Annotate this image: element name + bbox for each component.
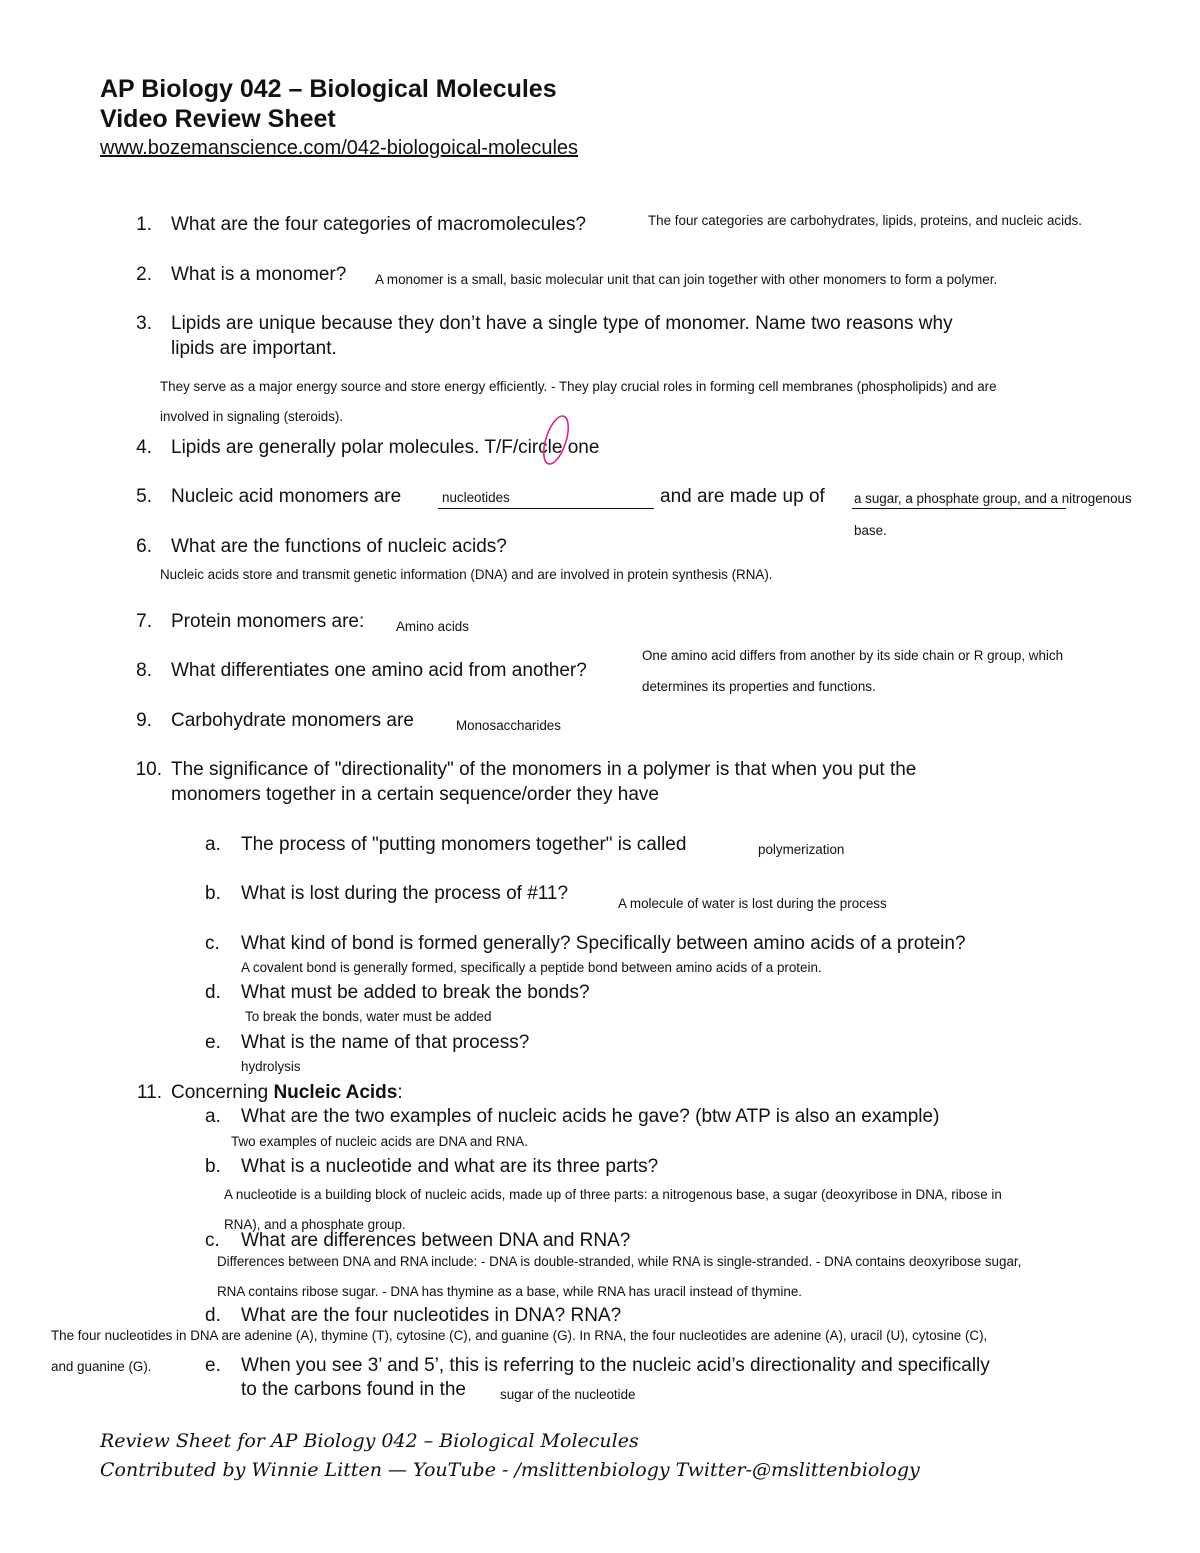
question-text: lipids are important. [171, 338, 337, 359]
question-text: What are the four nucleotides in DNA? RNA? [241, 1305, 622, 1326]
answer-text: hydrolysis [241, 1059, 301, 1074]
question-text: and are made up of [660, 486, 825, 507]
answer-text: The four nucleotides in DNA are adenine (A), thymine (T), cytosine (C), and guanine (G). In RNA, the four nucleotides are adenine (A), uracil (U), cytosine (C), [51, 1328, 988, 1343]
answer-text: Differences between DNA and RNA include: - DNA is double-stranded, while RNA is single-stranded. - DNA contains deoxyribose sugar, [217, 1254, 1022, 1269]
sub-letter: a. [205, 1106, 221, 1127]
question-text: monomers together in a certain sequence/order they have [171, 784, 659, 805]
question-text-part: : [397, 1082, 403, 1103]
answer-text: A covalent bond is generally formed, specifically a peptide bond between amino acids of a protein. [241, 960, 822, 975]
answer-text: A monomer is a small, basic molecular unit that can join together with other monomers to form a polymer. [375, 272, 998, 287]
question-number: 8. [136, 660, 152, 681]
sub-letter: e. [205, 1355, 221, 1376]
source-link[interactable]: www.bozemanscience.com/042-biologoical-molecules [100, 137, 579, 159]
question-text: What is the name of that process? [241, 1032, 530, 1053]
question-text: What is lost during the process of #11? [241, 883, 569, 904]
question-text: Lipids are unique because they don’t have a single type of monomer. Name two reasons why [171, 313, 953, 334]
question-text-bold: Nucleic Acids [273, 1082, 398, 1103]
sub-letter: c. [205, 933, 220, 954]
question-text: What is a nucleotide and what are its three parts? [241, 1156, 659, 1177]
question-number: 2. [136, 264, 152, 285]
footer-line-1: Review Sheet for AP Biology 042 – Biological Molecules [100, 1430, 639, 1452]
question-text: to the carbons found in the [241, 1379, 466, 1400]
answer-text: A nucleotide is a building block of nucleic acids, made up of three parts: a nitrogenous base, a sugar (deoxyribose in DNA, ribose in [224, 1187, 1002, 1202]
question-text: What differentiates one amino acid from another? [171, 660, 587, 681]
sub-letter: b. [205, 883, 221, 904]
question-number: 11. [136, 1082, 162, 1103]
question-number: 6. [136, 536, 152, 557]
answer-text: Amino acids [396, 619, 469, 634]
true-false-choice: F [501, 437, 513, 458]
answer-text: RNA contains ribose sugar. - DNA has thymine as a base, while RNA has uracil instead of thymine. [217, 1284, 803, 1299]
sub-letter: d. [205, 1305, 221, 1326]
footer-line-2: Contributed by Winnie Litten — YouTube - /mslittenbiology Twitter-@mslittenbiology [100, 1459, 920, 1481]
question-text-part: Concerning [171, 1082, 269, 1103]
answer-text: Nucleic acids store and transmit genetic information (DNA) and are involved in protein synthesis (RNA). [160, 567, 773, 582]
sub-letter: d. [205, 982, 221, 1003]
question-text: What are the four categories of macromolecules? [171, 214, 587, 235]
question-text-part: Lipids are generally polar molecules. T/ [171, 437, 502, 458]
answer-text: They serve as a major energy source and store energy efficiently. - They play crucial roles in forming cell membranes (phospholipids) and are [160, 379, 997, 394]
question-number: 3. [136, 313, 152, 334]
question-text: The process of "putting monomers together" is called [241, 834, 687, 855]
circle-mark-icon [536, 410, 576, 470]
sub-letter: e. [205, 1032, 221, 1053]
answer-text: The four categories are carbohydrates, lipids, proteins, and nucleic acids. [648, 213, 1082, 228]
answer-text: a sugar, a phosphate group, and a nitrogenous [854, 491, 1132, 506]
answer-text: Monosaccharides [456, 718, 561, 733]
question-text: What must be added to break the bonds? [241, 982, 590, 1003]
question-text: What are differences between DNA and RNA? [241, 1230, 631, 1251]
question-text: What are the two examples of nucleic acids he gave? (btw ATP is also an example) [241, 1106, 940, 1127]
answer-text: determines its properties and functions. [642, 679, 876, 694]
answer-text: One amino acid differs from another by its side chain or R group, which [642, 648, 1064, 663]
sub-letter: a. [205, 834, 221, 855]
question-text: Carbohydrate monomers are [171, 710, 414, 731]
question-text: What kind of bond is formed generally? Specifically between amino acids of a protein? [241, 933, 966, 954]
question-text: When you see 3’ and 5’, this is referring to the nucleic acid’s directionality and specifically [241, 1355, 990, 1376]
question-number: 4. [136, 437, 152, 458]
page-title: AP Biology 042 – Biological Molecules [100, 75, 557, 103]
sub-letter: c. [205, 1230, 220, 1251]
answer-text: base. [854, 523, 887, 538]
answer-text: involved in signaling (steroids). [160, 409, 344, 424]
question-text: Nucleic acid monomers are [171, 486, 402, 507]
question-number: 10. [135, 759, 162, 780]
answer-text: sugar of the nucleotide [500, 1387, 636, 1402]
question-text: The significance of "directionality" of the monomers in a polymer is that when you put the [171, 759, 917, 780]
answer-text: Two examples of nucleic acids are DNA and RNA. [231, 1134, 528, 1149]
question-number: 7. [136, 611, 152, 632]
page-subtitle: Video Review Sheet [100, 105, 336, 133]
question-text [171, 1080, 403, 1105]
sub-letter: b. [205, 1156, 221, 1177]
question-text: Protein monomers are: [171, 611, 365, 632]
answer-text: A molecule of water is lost during the process [618, 896, 887, 911]
answer-text: To break the bonds, water must be added [245, 1009, 492, 1024]
question-number: 1. [136, 214, 152, 235]
question-number: 9. [136, 710, 152, 731]
answer-text: polymerization [758, 842, 845, 857]
answer-text: RNA), and a phosphate group. [224, 1217, 406, 1232]
question-text: What is a monomer? [171, 264, 347, 285]
answer-text: nucleotides [442, 490, 510, 505]
answer-text: and guanine (G). [51, 1359, 152, 1374]
question-text-part: /circle one [512, 437, 600, 458]
question-number: 5. [136, 486, 152, 507]
question-text: What are the functions of nucleic acids? [171, 536, 507, 557]
